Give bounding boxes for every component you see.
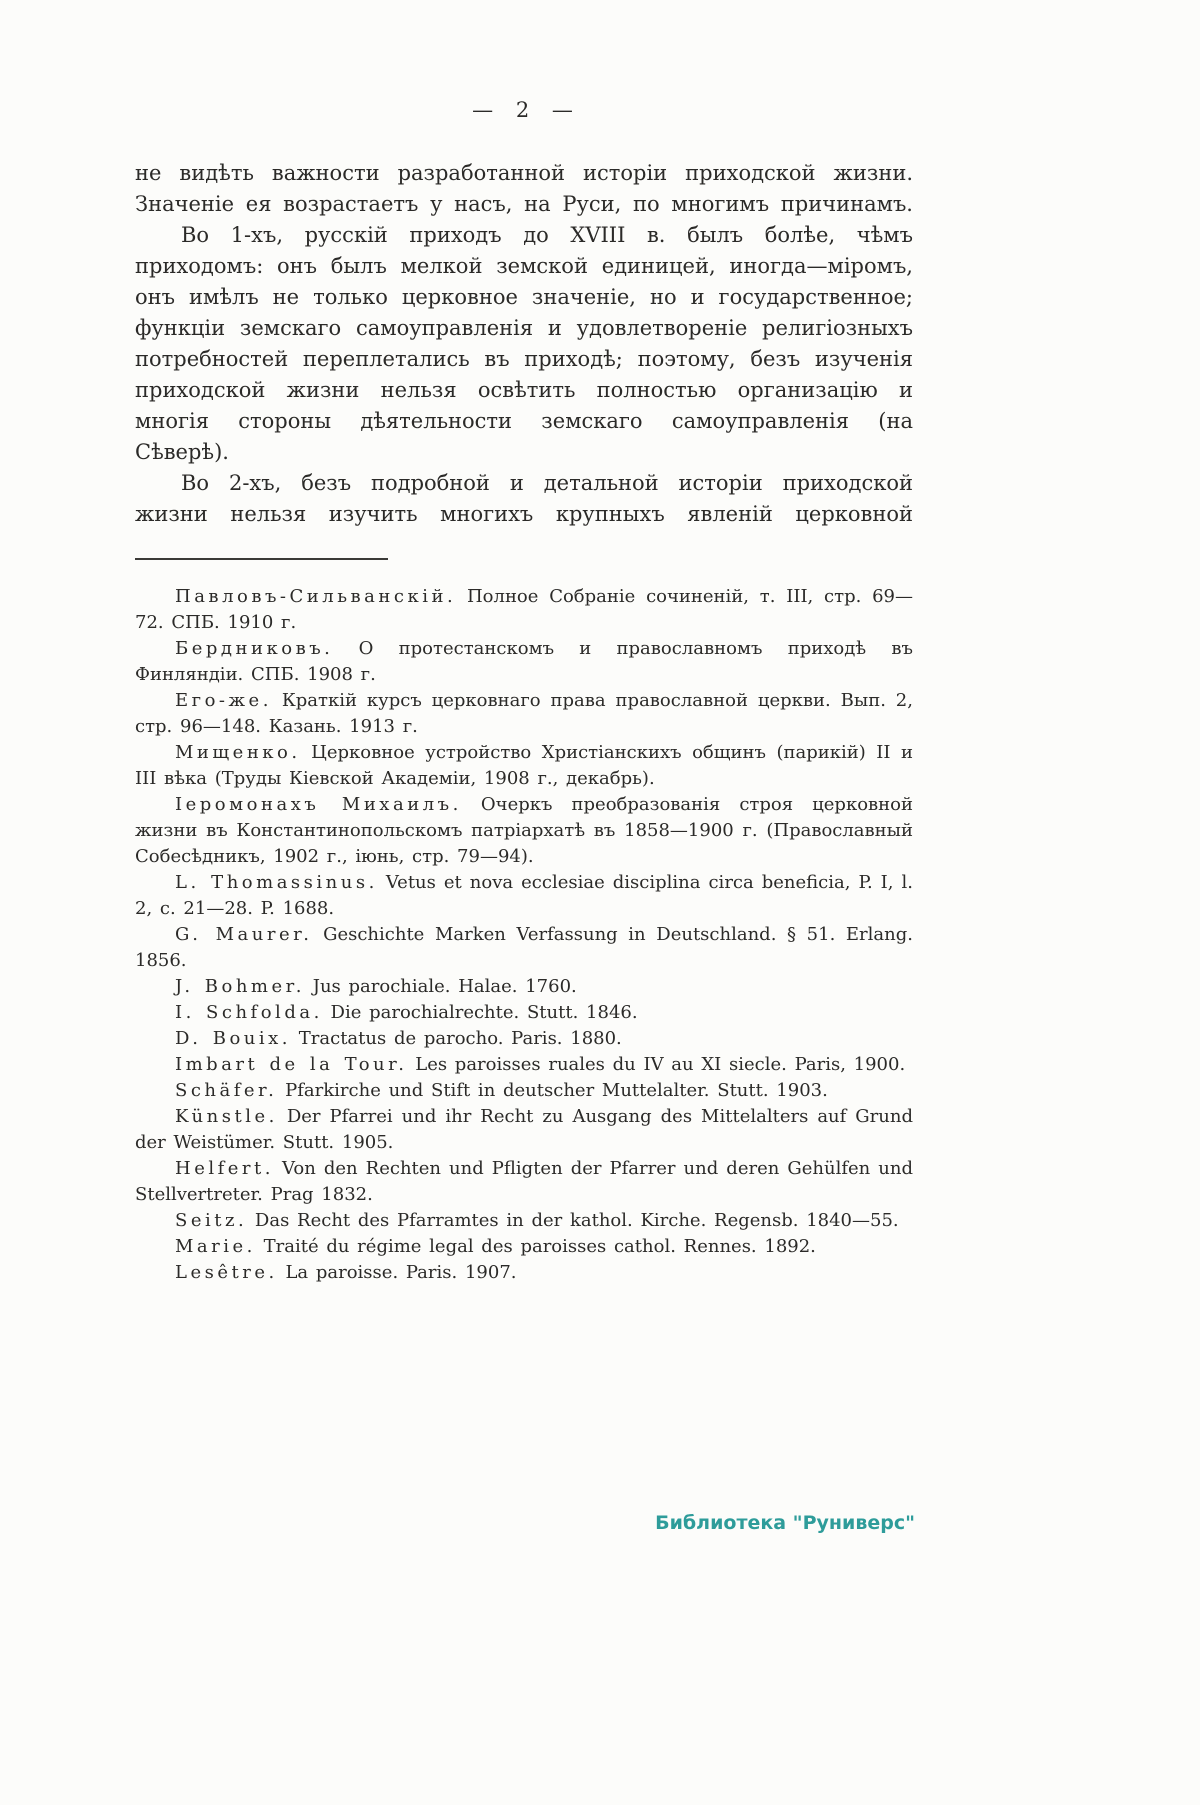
footnote-entry	[135, 740, 913, 792]
footnote-entry	[135, 1156, 913, 1208]
page-number: — 2 —	[472, 98, 576, 122]
main-text	[135, 158, 913, 530]
footnote-author: Seitz.	[175, 1210, 248, 1231]
footnote-entry	[135, 1026, 913, 1052]
footnote-author: Helfert.	[175, 1158, 274, 1179]
footnote-entry	[135, 922, 913, 974]
footnote-text: Jus parochiale. Halae. 1760.	[312, 976, 577, 997]
footnote-text: La paroisse. Paris. 1907.	[285, 1262, 517, 1283]
footnote-text: Die parochialrechte. Stutt. 1846.	[330, 1002, 638, 1023]
library-watermark: Библиотека "Руниверс"	[655, 1512, 915, 1534]
footnote-entry	[135, 584, 913, 636]
footnote-entry	[135, 1208, 913, 1234]
footnote-author: D. Bouix.	[175, 1028, 292, 1049]
footnote-text: Церковное устройство Христіанскихъ общинъ (парикій) II и III вѣка (Труды Кіевской Академіи, 1908 г., декабрь).	[135, 742, 913, 789]
footnote-author: Мищенко.	[175, 742, 301, 763]
footnote-text: Geschichte Marken Verfassung in Deutschland. § 51. Erlang. 1856.	[135, 924, 913, 971]
footnote-text: Краткій курсъ церковнаго права православной церкви. Вып. 2, стр. 96—148. Казань. 1913 г.	[135, 690, 913, 737]
footnote-entry	[135, 974, 913, 1000]
footnote-text: Полное Собраніе сочиненій, т. III, стр. 69—72. СПБ. 1910 г.	[135, 586, 913, 633]
footnote-author: Imbart de la Tour.	[175, 1054, 408, 1075]
footnote-author: L. Thomassinus.	[175, 872, 378, 893]
footnote-author: Lesêtre.	[175, 1262, 278, 1283]
footnote-entry	[135, 1078, 913, 1104]
footnote-entry	[135, 1234, 913, 1260]
footnote-author: Бердниковъ.	[175, 638, 334, 659]
footnote-text: Von den Rechten und Pfligten der Pfarrer und deren Gehülfen und Stellvertreter. Prag 1832.	[135, 1158, 913, 1205]
footnote-author: G. Maurer.	[175, 924, 313, 945]
footnote-text: Очеркъ преобразованія строя церковной жизни въ Константинопольскомъ патріархатѣ въ 1858—1900 г. (Православный Собесѣдникъ, 1902 г., іюнь, стр. 79—94).	[135, 794, 913, 867]
footnote-author: Іеромонахъ Михаилъ.	[175, 794, 462, 815]
footnotes-section	[135, 584, 913, 1286]
footnote-author: Marie.	[175, 1236, 256, 1257]
footnote-entry	[135, 688, 913, 740]
footnote-text: Pfarkirche und Stift in deutscher Muttelalter. Stutt. 1903.	[285, 1080, 828, 1101]
footnote-entry	[135, 1260, 913, 1286]
footnote-entry	[135, 870, 913, 922]
footnote-text: Vetus et nova ecclesiae disciplina circa beneficia, P. I, l. 2, c. 21—28. P. 1688.	[135, 872, 913, 919]
footnote-author: Его-же.	[175, 690, 272, 711]
footnote-entry	[135, 1052, 913, 1078]
footnote-text: Traité du régime legal des paroisses cathol. Rennes. 1892.	[263, 1236, 816, 1257]
footnote-text: Der Pfarrei und ihr Recht zu Ausgang des Mittelalters auf Grund der Weistümer. Stutt. 1905.	[135, 1106, 913, 1153]
footnote-text: Les paroisses ruales du IV au XI siecle. Paris, 1900.	[415, 1054, 906, 1075]
footnote-author: J. Bohmer.	[175, 976, 305, 997]
footnote-author: Schäfer.	[175, 1080, 278, 1101]
paragraph: Во 1-хъ, русскій приходъ до XVIII в. былъ болѣе, чѣмъ приходомъ: онъ былъ мелкой земской единицей, иногда—міромъ, онъ имѣлъ не только церковное значеніе, но и государственное; функціи земскаго самоуправленія и удовлетвореніе религіозныхъ потребностей переплетались въ приходѣ; поэтому, безъ изученія приходской жизни нельзя освѣтить полностью организацію и многія стороны дѣятельности земскаго самоуправленія (на Сѣверѣ).	[135, 223, 913, 464]
text-block	[135, 98, 913, 1286]
footnote-entry	[135, 1000, 913, 1026]
footnote-text: Das Recht des Pfarramtes in der kathol. Kirche. Regensb. 1840—55.	[254, 1210, 899, 1231]
footnote-author: Künstle.	[175, 1106, 278, 1127]
footnote-separator-rule	[135, 558, 388, 560]
footnote-entry	[135, 1104, 913, 1156]
footnote-text: О протестанскомъ и православномъ приходѣ въ Финляндіи. СПБ. 1908 г.	[135, 638, 913, 685]
footnote-author: Павловъ-Сильванскій.	[175, 586, 457, 607]
footnote-entry	[135, 792, 913, 870]
footnote-entry	[135, 636, 913, 688]
paragraph: Во 2-хъ, безъ подробной и детальной исторіи приходской жизни нельзя изучить многихъ крупныхъ явленій церковной	[135, 471, 913, 526]
paragraph: не видѣть важности разработанной исторіи приходской жизни. Значеніе ея возрастаетъ у насъ, на Руси, по многимъ причинамъ.	[135, 161, 913, 216]
footnote-text: Tractatus de parocho. Paris. 1880.	[298, 1028, 622, 1049]
footnote-author: I. Schfolda.	[175, 1002, 323, 1023]
